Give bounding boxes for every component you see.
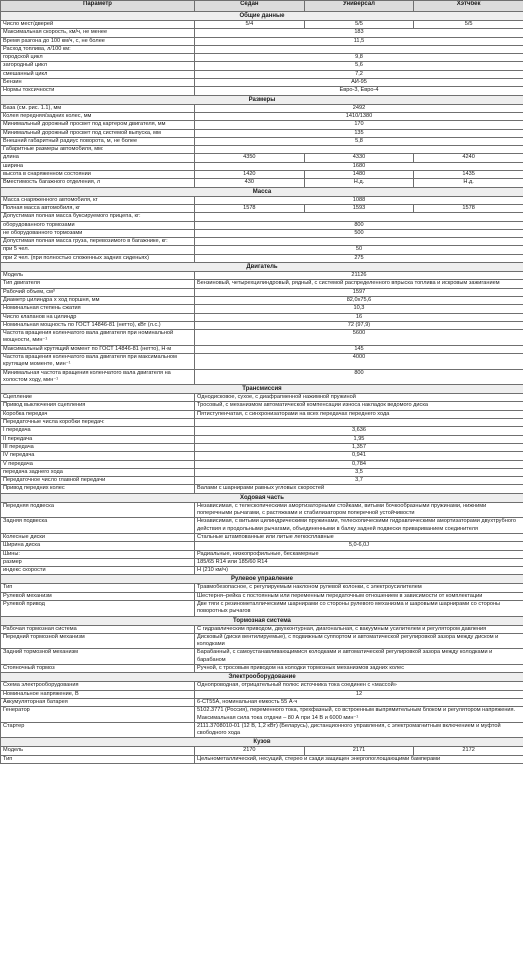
table-row [1,410,523,418]
param-description: Независимая, с телескопическими амортизаторными стойками, витыми бочкообразными пружинами, нижними поперечными рычагами, с растяжками и стабилизатором поперечной устойчивости [195,502,523,518]
param-value: 145 [195,345,523,353]
param-label: при 2 чел. (при полностью сложенных задних сиденьях) [1,254,195,262]
param-label: Время разгона до 100 км/ч, с, не более [1,37,195,45]
param-label: смешанный цикл [1,70,195,78]
table-row [1,296,523,304]
param-value: 4240 [414,154,523,162]
table-row [1,204,523,212]
param-description: 2111.3708010-01 (12 В, 1,2 кВт) (Беларусь), дистанционного управления, с электромагнитным включением и муфтой свободного хода [195,722,523,738]
param-value: 4350 [195,154,305,162]
param-label: Модель [1,272,195,280]
param-label: Сцепление [1,394,195,402]
table-row [1,45,523,53]
param-description: Однопроводная, отрицательный полюс источника тока соединен с «массой» [195,682,523,690]
section-row [1,738,523,747]
param-description: Травмобезопасное, с регулируемым наклоном рулевой колонки, с электроусилителем [195,584,523,592]
param-value: АИ-95 [195,79,523,87]
param-label: высота в снаряженном состоянии [1,171,195,179]
table-body [1,12,523,764]
table-row [1,435,523,443]
param-label: Внешний габаритный радиус поворота, м, не более [1,137,195,145]
table-row [1,477,523,485]
param-label: Минимальная частота вращения коленчатого вала двигателя на холостом ходу, мин⁻¹ [1,369,195,385]
param-value: 5600 [195,330,523,346]
param-description: Пятиступенчатая, с синхронизаторами на всех передачах переднего хода [195,410,523,418]
param-label: Нормы токсичности [1,87,195,95]
table-row [1,121,523,129]
param-label: Колесные диски [1,533,195,541]
table-row [1,112,523,120]
param-description: Ручной, с тросовым приводом на колодки тормозных механизмов задних колес [195,665,523,673]
table-row [1,313,523,321]
table-row [1,79,523,87]
table-row [1,755,523,763]
param-value: 3,7 [195,477,523,485]
param-description: H (210 км/ч) [195,567,523,575]
param-value: 9,8 [195,54,523,62]
param-label: передача заднего хода [1,468,195,476]
param-label: Задняя подвеска [1,518,195,534]
table-row [1,353,523,369]
param-label: Аккумуляторная батарея [1,698,195,706]
param-label: Колея передняя/задних колес, мм [1,112,195,120]
param-value: 7,2 [195,70,523,78]
param-label: Ширина диска [1,542,195,550]
table-row [1,369,523,385]
table-row [1,305,523,313]
param-value: 11,5 [195,37,523,45]
param-label: Число мест/дверей [1,21,195,29]
param-value: 430 [195,179,305,187]
param-label: длина [1,154,195,162]
param-label: Число клапанов на цилиндр [1,313,195,321]
table-row [1,129,523,137]
param-value: 2492 [195,104,523,112]
table-row [1,171,523,179]
param-label: Рулевой привод [1,601,195,617]
table-row [1,584,523,592]
param-label: Привод выключения сцепления [1,402,195,410]
table-row [1,625,523,633]
param-label: Привод передних колес [1,485,195,493]
param-label: Стояночный тормоз [1,665,195,673]
header-hatch: Хэтчбек [414,1,523,12]
param-label: Допустимая полная масса буксируемого прицепа, кг: [1,213,195,221]
table-row [1,649,523,665]
param-label: Коробка передач [1,410,195,418]
param-value: 72 (97,9) [195,321,523,329]
param-value: 1578 [195,204,305,212]
param-label: Рабочая тормозная система [1,625,195,633]
table-row [1,246,523,254]
param-description: Однодисковое, сухое, с диафрагменной нажимной пружиной [195,394,523,402]
param-label: Расход топлива, л/100 км: [1,45,195,53]
section-title: Рулевое управление [1,575,523,584]
param-value: 1597 [195,288,523,296]
param-value: 1435 [414,171,523,179]
table-row [1,196,523,204]
section-title: Двигатель [1,263,523,272]
param-label: оборудованного тормозами [1,221,195,229]
param-description: Валами с шарнирами равных угловых скоростей [195,485,523,493]
param-label: Вместимость багажного отделения, л [1,179,195,187]
table-row [1,288,523,296]
table-row [1,558,523,566]
param-value: 4000 [195,353,523,369]
param-value: 5,8 [195,137,523,145]
param-label: Рулевой механизм [1,592,195,600]
param-value: 2172 [414,747,523,755]
table-row [1,70,523,78]
param-label: при 5 чел. [1,246,195,254]
param-label: размер [1,558,195,566]
table-row [1,682,523,690]
param-description: Дисковый (диски вентилируемые), с подвижным суппортом и автоматической регулировкой зазора между диском и колодками [195,633,523,649]
param-description: Независимая, с витыми цилиндрическими пружинами, телескопическими гидравлическими амортизаторами двухтрубного действия и продольными рычагами, объединенными в балку задней подвески привариванием соединителя [195,518,523,534]
param-value: Н.д. [304,179,414,187]
table-row [1,21,523,29]
param-label: Схема электрооборудования [1,682,195,690]
param-label: Передаточное число главной передачи [1,477,195,485]
section-title: Электрооборудование [1,673,523,682]
param-label: Номинальное напряжение, В [1,690,195,698]
table-row [1,87,523,95]
table-row [1,254,523,262]
table-row [1,54,523,62]
table-row [1,402,523,410]
table-row [1,698,523,706]
param-value: 275 [195,254,523,262]
section-title: Масса [1,187,523,196]
param-label: V передача [1,460,195,468]
param-label: Минимальный дорожный просвет под системой выпуска, мм [1,129,195,137]
param-value: 1680 [195,162,523,170]
table-row [1,485,523,493]
table-row [1,394,523,402]
table-row [1,443,523,451]
param-value [195,146,523,154]
param-value: 183 [195,29,523,37]
param-label: Передаточные числа коробки передач: [1,419,195,427]
section-title: Ходовая часть [1,493,523,502]
section-row [1,187,523,196]
header-param: Параметр [1,1,195,12]
param-value: 500 [195,229,523,237]
param-value: 1480 [304,171,414,179]
param-value: 800 [195,369,523,385]
table-row [1,518,523,534]
param-label: Частота вращения коленчатого вала двигателя при максимальном крутящем моменте, мин⁻¹ [1,353,195,369]
table-row [1,146,523,154]
param-value: 5,6 [195,62,523,70]
param-label: Задний тормозной механизм [1,649,195,665]
param-description: Бензиновый, четырехцилиндровый, рядный, с системой распределенного впрыска топлива и искровым зажиганием [195,280,523,288]
param-value: Евро-3, Евро-4 [195,87,523,95]
param-value: 16 [195,313,523,321]
param-description: С гидравлическим приводом, двухконтурная, диагональная, с вакуумным усилителем и регулятором давления [195,625,523,633]
table-row [1,665,523,673]
table-row [1,419,523,427]
param-label: Допустимая полная масса груза, перевозимого в багажнике, кг: [1,238,195,246]
param-label: загородный цикл [1,62,195,70]
param-label: ширина [1,162,195,170]
table-row [1,533,523,541]
param-description: Радиальные, низкопрофильные, бескамерные [195,550,523,558]
section-row [1,95,523,104]
table-row [1,37,523,45]
param-description: Шестерня–рейка с постоянным или переменным передаточным отношением в зависимости от комплектации [195,592,523,600]
table-row [1,179,523,187]
section-row [1,575,523,584]
table-row [1,427,523,435]
param-label: Масса снаряженного автомобиля, кг [1,196,195,204]
param-label: III передача [1,443,195,451]
param-value: 1578 [414,204,523,212]
param-label: Тип [1,584,195,592]
table-row [1,542,523,550]
table-row [1,321,523,329]
table-row [1,280,523,288]
section-row [1,385,523,394]
param-label: Рабочий объем, см³ [1,288,195,296]
param-label: Полная масса автомобиля, кг [1,204,195,212]
param-description: 185/65 R14 или 185/60 R14 [195,558,523,566]
table-row [1,747,523,755]
table-row [1,62,523,70]
param-label: Номинальная степень сжатия [1,305,195,313]
param-label: не оборудованного тормозами [1,229,195,237]
table-row [1,154,523,162]
param-value: 5/5 [414,21,523,29]
param-label: Максимальная скорость, км/ч, не менее [1,29,195,37]
param-label: Генератор [1,707,195,723]
section-row [1,263,523,272]
table-header-row [1,1,523,12]
param-value: 10,3 [195,305,523,313]
param-label: IV передача [1,452,195,460]
param-description: Две тяги с резинометаллическими шарнирами со стороны рулевого механизма и шаровыми шарнирами со стороны поворотных рычагов [195,601,523,617]
section-title: Кузов [1,738,523,747]
table-row [1,633,523,649]
param-label: Шины: [1,550,195,558]
param-label: Максимальный крутящий момент по ГОСТ 14846-81 (нетто), Н·м [1,345,195,353]
table-row [1,221,523,229]
table-row [1,104,523,112]
param-label: База (см. рис. 1.1), мм [1,104,195,112]
param-value: 1088 [195,196,523,204]
param-value: 135 [195,129,523,137]
table-row [1,722,523,738]
param-value [195,419,523,427]
param-value: 1,357 [195,443,523,451]
param-label: Габаритные размеры автомобиля, мм: [1,146,195,154]
table-row [1,707,523,723]
param-label: городской цикл [1,54,195,62]
table-row [1,550,523,558]
table-row [1,502,523,518]
param-description: Стальные штампованные или литые легкосплавные [195,533,523,541]
table-row [1,137,523,145]
param-label: Номинальная мощность по ГОСТ 14846-81 (нетто), кВт (л.с.) [1,321,195,329]
param-label: Бензин [1,79,195,87]
param-label: Тип [1,755,195,763]
param-label: Тип двигателя [1,280,195,288]
table-row [1,601,523,617]
section-row [1,12,523,21]
param-value: 1410/1380 [195,112,523,120]
table-row [1,690,523,698]
param-label: Частота вращения коленчатого вала двигателя при номинальной мощности, мин⁻¹ [1,330,195,346]
param-label: Передняя подвеска [1,502,195,518]
header-sedan: Седан [195,1,305,12]
param-label: Модель [1,747,195,755]
section-row [1,493,523,502]
param-label: индекс скорости [1,567,195,575]
param-description: Барабанный, с самоустанавливающимися колодками и автоматической регулировкой зазора между колодками и барабаном [195,649,523,665]
section-title: Трансмиссия [1,385,523,394]
param-description: Тросовый, с механизмом автоматической компенсации износа накладок ведомого диска [195,402,523,410]
param-value: 2170 [195,747,305,755]
table-row [1,345,523,353]
param-label: Стартер [1,722,195,738]
table-row [1,330,523,346]
table-row [1,229,523,237]
table-row [1,592,523,600]
section-title: Тормозная система [1,616,523,625]
param-label: Передний тормозной механизм [1,633,195,649]
param-value: 800 [195,221,523,229]
table-row [1,29,523,37]
param-value: 82,0х75,6 [195,296,523,304]
param-value: Н.д. [414,179,523,187]
table-row [1,162,523,170]
table-row [1,238,523,246]
header-wagon: Универсал [304,1,414,12]
param-value: 0,784 [195,460,523,468]
param-label: II передача [1,435,195,443]
param-value: 2171 [304,747,414,755]
param-value: 5/4 [195,21,305,29]
param-value: 21126 [195,272,523,280]
param-value: 1420 [195,171,305,179]
param-value [195,213,523,221]
param-value: 3,5 [195,468,523,476]
param-description: 5102.3771 (Россия), переменного тока, трехфазный, со встроенным выпрямительным блоком и регулятором напряжения. Максимальная сила тока отдачи – 80 А при 14 В и 6000 мин⁻¹ [195,707,523,723]
section-row [1,673,523,682]
param-value [195,45,523,53]
param-label: I передача [1,427,195,435]
table-row [1,567,523,575]
table-row [1,460,523,468]
param-value: 50 [195,246,523,254]
param-value [195,238,523,246]
param-value: 12 [195,690,523,698]
section-title: Размеры [1,95,523,104]
param-description: 6-СТ55А, номинальная емкость 55 А·ч [195,698,523,706]
param-description: Цельнометаллический, несущий, стерео и сзади защищен энергопоглощающими бамперами [195,755,523,763]
param-label: Минимальный дорожный просвет под картером двигателя, мм [1,121,195,129]
param-value: 3,636 [195,427,523,435]
table-row [1,468,523,476]
param-value: 0,941 [195,452,523,460]
param-value: 5,0-6,0J [195,542,523,550]
param-value: 170 [195,121,523,129]
param-value: 1,95 [195,435,523,443]
param-value: 1593 [304,204,414,212]
table-row [1,452,523,460]
table-row [1,213,523,221]
section-title: Общие данные [1,12,523,21]
param-label: Диаметр цилиндра х ход поршня, мм [1,296,195,304]
section-row [1,616,523,625]
param-value: 5/5 [304,21,414,29]
param-value: 4330 [304,154,414,162]
table-row [1,272,523,280]
